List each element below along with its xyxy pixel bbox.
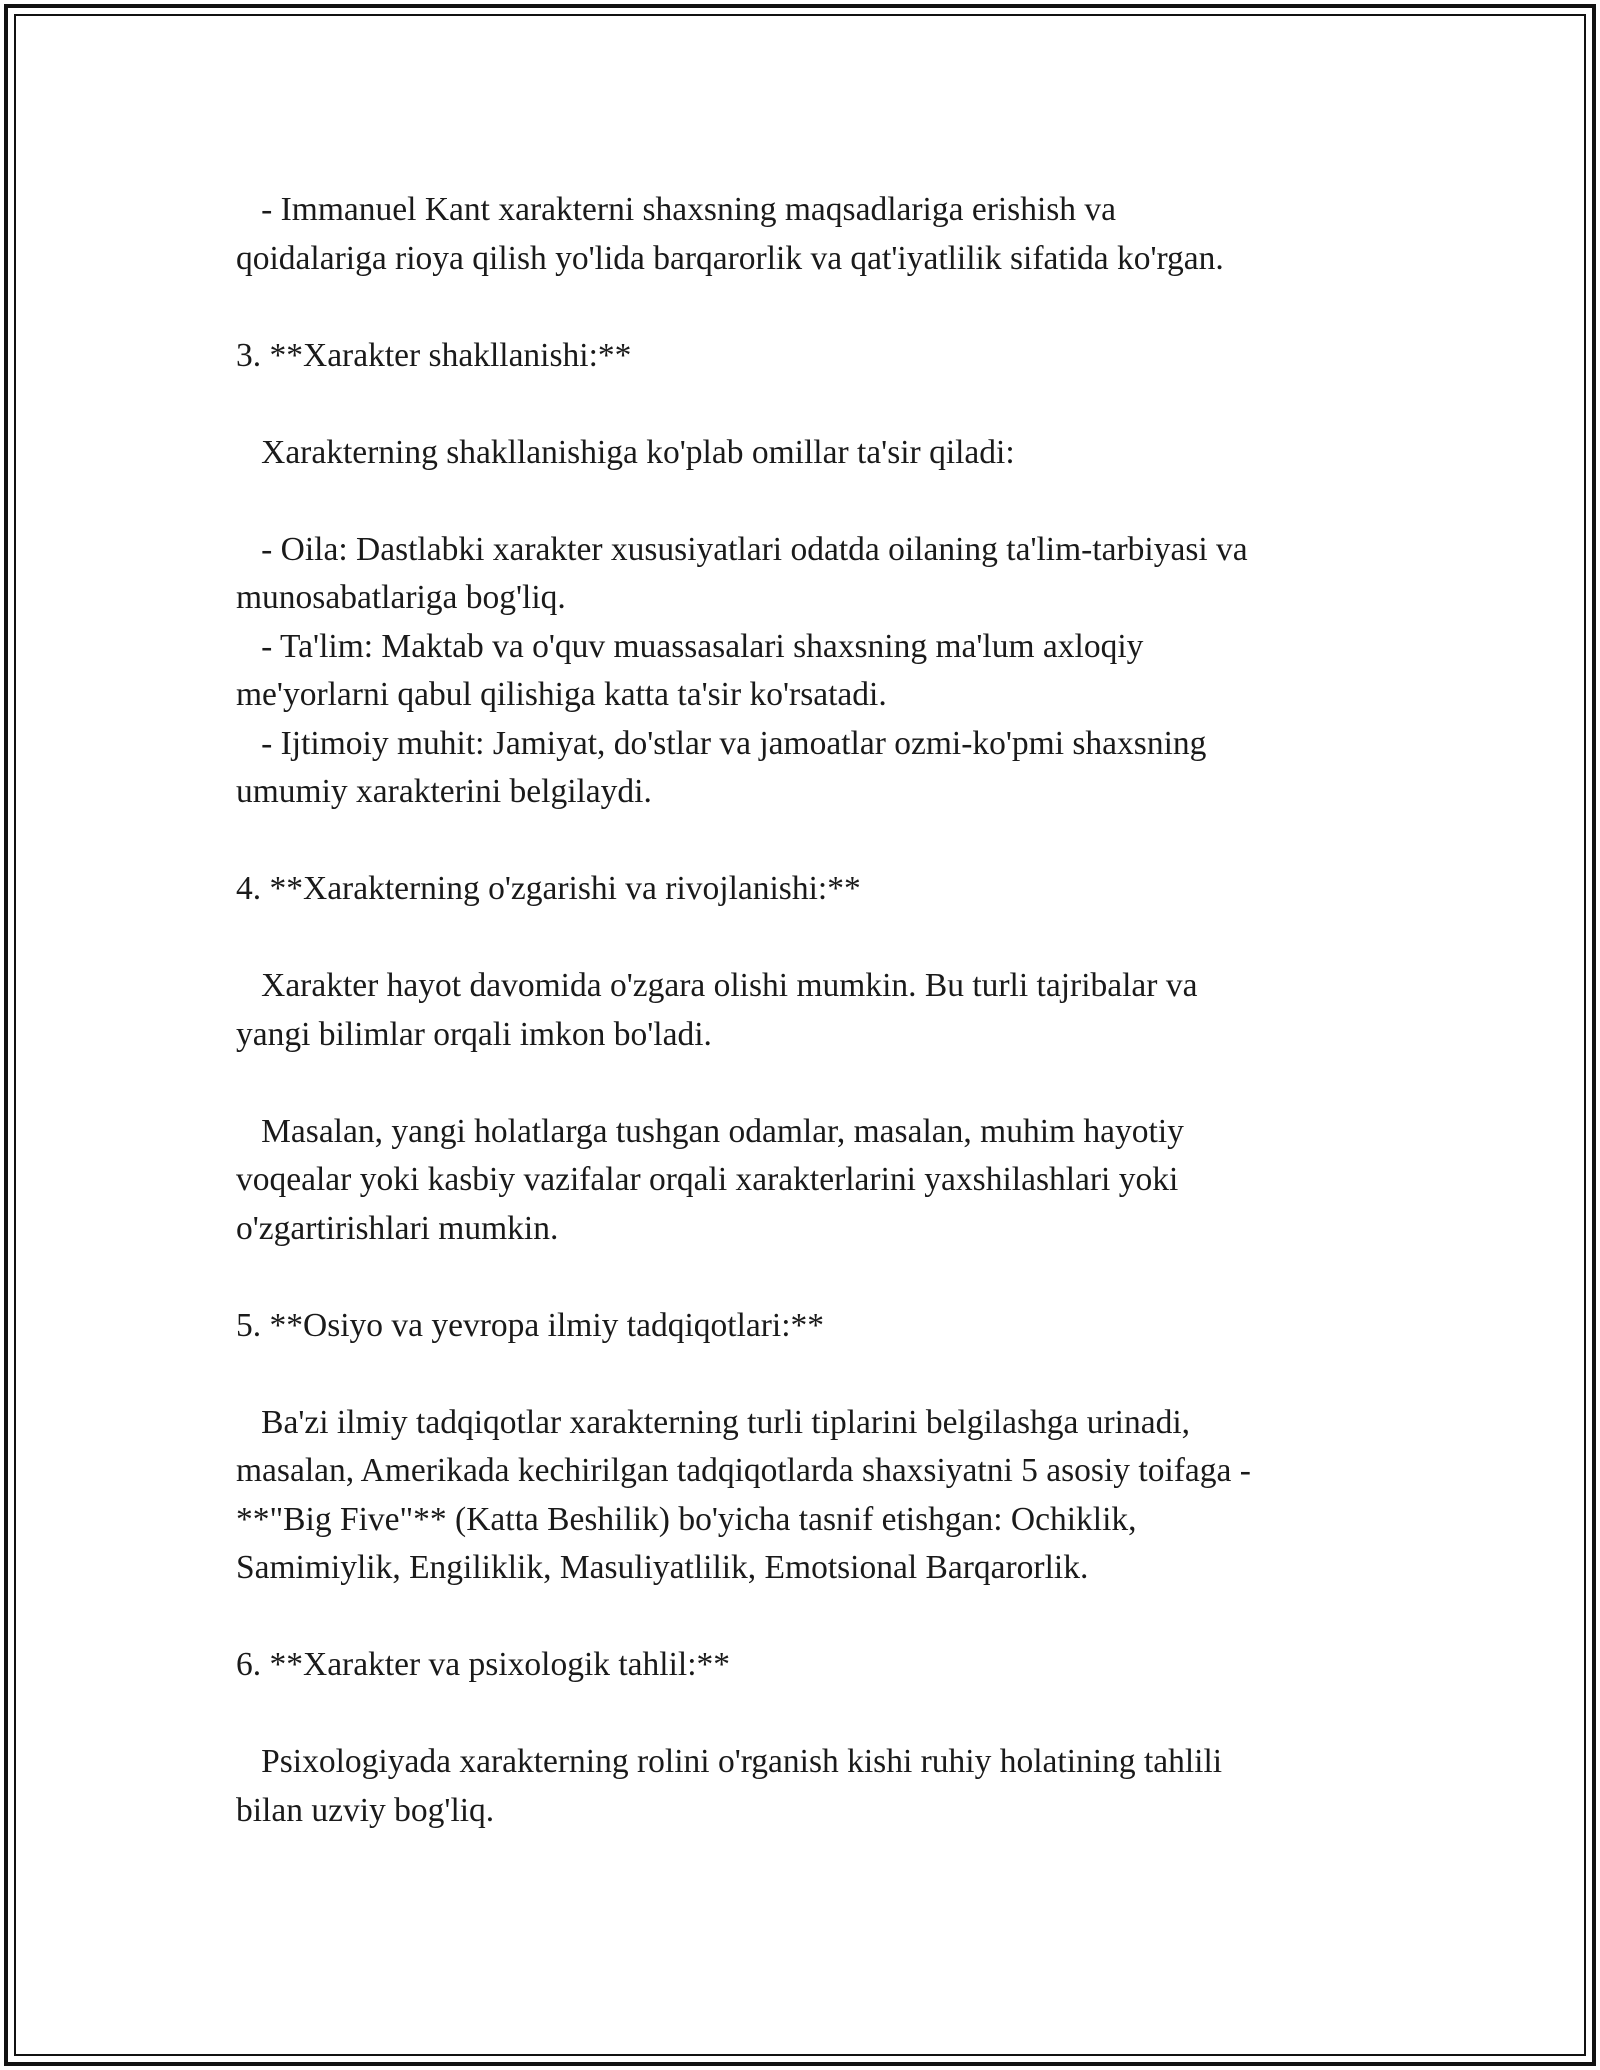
paragraph-formation-intro: Xarakterning shakllanishiga ko'plab omillar ta'sir qiladi: <box>236 433 1015 471</box>
section-heading-6: 6. **Xarakter va psixologik tahlil:** <box>236 1646 731 1683</box>
section-heading-5: 5. **Osiyo va yevropa ilmiy tadqiqotlari:** <box>236 1306 825 1344</box>
section-heading-3: 3. **Xarakter shakllanishi:** <box>236 336 632 374</box>
list-formation-factors: - Oila: Dastlabki xarakter xususiyatlari odatda oilaning ta'lim-tarbiyasi va munosabatlariga bog'liq. - Ta'lim: Maktab va o'quv muassasalari shaxsning ma'lum axloqiy me'yorlarni qabul qilishiga katta ta'sir ko'rsatadi. - Ijtimoiy muhit: Jamiyat, do'stlar va jamoatlar ozmi-ko'pmi shaxsning umumiy xarakterini belgilaydi. <box>236 530 1248 810</box>
paragraph-spacer <box>236 817 1386 866</box>
paragraph-psychology: Psixologiyada xarakterning rolini o'rganish kishi ruhiy holatining tahlili bilan uzviy bog'liq. <box>236 1743 1223 1829</box>
paragraph-spacer <box>236 380 1386 429</box>
paragraph-spacer <box>236 1593 1386 1642</box>
paragraph-change-intro: Xarakter hayot davomida o'zgara olishi mumkin. Bu turli tajribalar va yangi bilimlar orqali imkon bo'ladi. <box>236 967 1198 1053</box>
paragraph-spacer <box>236 477 1386 526</box>
document-body <box>236 186 1386 1835</box>
paragraph-change-example: Masalan, yangi holatlarga tushgan odamlar, masalan, muhim hayotiy voqealar yoki kasbiy vazifalar orqali xarakterlarini yaxshilashlari yoki o'zgartirishlari mumkin. <box>236 1112 1184 1247</box>
paragraph-big-five: Ba'zi ilmiy tadqiqotlar xarakterning turli tiplarini belgilashga urinadi, masalan, Amerikada kechirilgan tadqiqotlarda shaxsiyatni 5 asosiy toifaga - **"Big Five"** (Katta Beshilik) bo'yicha tasnif etishgan: Ochiklik, Samimiylik, Engiliklik, Masuliyatlilik, Emotsional Barqarorlik. <box>236 1403 1251 1586</box>
paragraph-spacer <box>236 1350 1386 1399</box>
section-heading-4: 4. **Xarakterning o'zgarishi va rivojlanishi:** <box>236 870 861 907</box>
paragraph-spacer <box>236 914 1386 963</box>
paragraph-spacer <box>236 1059 1386 1108</box>
paragraph-spacer <box>236 1253 1386 1302</box>
paragraph-kant-definition: - Immanuel Kant xarakterni shaxsning maqsadlariga erishish va qoidalariga rioya qilish yo'lida barqarorlik va qat'iyatlilik sifatida ko'rgan. <box>236 191 1224 277</box>
paragraph-spacer <box>236 283 1386 332</box>
paragraph-spacer <box>236 1690 1386 1739</box>
